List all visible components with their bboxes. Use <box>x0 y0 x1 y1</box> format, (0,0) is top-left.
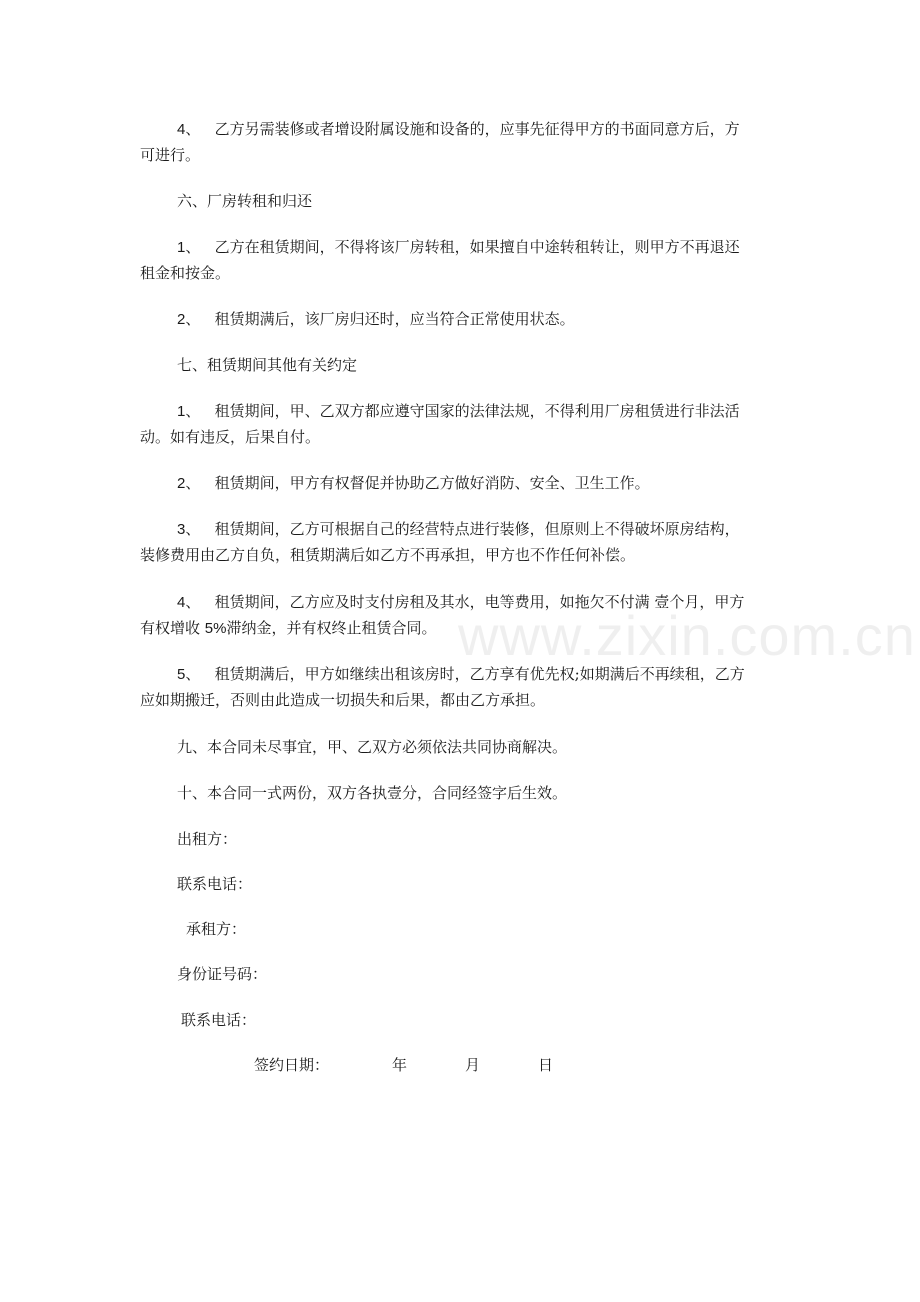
clause-text: 滞纳金，并有权终止租赁合同。 <box>226 619 437 637</box>
clause-number: 4、 <box>177 594 201 611</box>
s6-clause-2 <box>177 308 575 331</box>
s6-clause-1-line-2: 租金和按金。 <box>140 264 231 282</box>
clause-text: 租赁期满后，甲方如继续出租该房时，乙方享有优先权;如期满后不再续租，乙方 <box>214 665 745 683</box>
clause-text: 租赁期间，甲、乙双方都应遵守国家的法律法规，不得利用厂房租赁进行非法活 <box>214 402 740 420</box>
s7-clause-4-line-2 <box>140 617 436 640</box>
clause-text: 有权增收 <box>140 619 205 637</box>
sign-date-day: 日 <box>538 1056 554 1074</box>
watermark: www.zixin.com.cn <box>458 604 916 667</box>
section-6-heading: 六、厂房转租和归还 <box>177 192 313 210</box>
s7-clause-1-line-2: 动。如有违反，后果自付。 <box>140 428 321 446</box>
section-9: 九、本合同未尽事宜，甲、乙双方必须依法共同协商解决。 <box>177 738 568 756</box>
clause-number: 5、 <box>177 666 201 683</box>
sign-date-label: 签约日期： <box>254 1056 330 1074</box>
clause-4-line-1 <box>177 118 740 141</box>
section-10: 十、本合同一式两份，双方各执壹分，合同经签字后生效。 <box>177 784 568 802</box>
clause-text: 乙方在租赁期间，不得将该厂房转租，如果擅自中途转租转让，则甲方不再退还 <box>214 238 740 256</box>
clause-4-line-2: 可进行。 <box>140 146 201 164</box>
lessor-phone-label: 联系电话： <box>177 875 253 893</box>
s7-clause-3-line-1 <box>177 518 740 541</box>
clause-text: 租赁期满后，该厂房归还时，应当符合正常使用状态。 <box>214 310 575 328</box>
lessee-label: 承租方： <box>186 920 247 938</box>
late-fee-percent: 5% <box>204 620 227 637</box>
clause-text: 租赁期间，乙方可根据自己的经营特点进行装修，但原则上不得破坏原房结构， <box>214 520 740 538</box>
clause-number: 3、 <box>177 521 201 538</box>
s7-clause-2 <box>177 472 650 495</box>
clause-number: 4、 <box>177 121 201 138</box>
clause-number: 2、 <box>177 311 201 328</box>
id-number-label: 身份证号码： <box>177 965 268 983</box>
clause-number: 1、 <box>177 239 201 256</box>
s7-clause-4-line-1 <box>177 591 744 614</box>
lessee-phone-label: 联系电话： <box>181 1011 257 1029</box>
clause-number: 2、 <box>177 475 201 492</box>
s7-clause-1-line-1 <box>177 400 740 423</box>
s7-clause-5-line-2: 应如期搬迁，否则由此造成一切损失和后果，都由乙方承担。 <box>140 691 546 709</box>
clause-text: 租赁期间，甲方有权督促并协助乙方做好消防、安全、卫生工作。 <box>214 474 650 492</box>
clause-text: 乙方另需装修或者增设附属设施和设备的，应事先征得甲方的书面同意方后，方 <box>214 120 740 138</box>
sign-date-month: 月 <box>465 1056 481 1074</box>
lessor-label: 出租方： <box>177 830 238 848</box>
s7-clause-3-line-2: 装修费用由乙方自负，租赁期满后如乙方不再承担，甲方也不作任何补偿。 <box>140 546 636 564</box>
sign-date-year: 年 <box>392 1056 408 1074</box>
s6-clause-1-line-1 <box>177 236 740 259</box>
clause-text: 租赁期间，乙方应及时支付房租及其水，电等费用，如拖欠不付满 壹个月，甲方 <box>214 593 745 611</box>
section-7-heading: 七、租赁期间其他有关约定 <box>177 356 358 374</box>
s7-clause-5-line-1 <box>177 663 745 686</box>
clause-number: 1、 <box>177 403 201 420</box>
